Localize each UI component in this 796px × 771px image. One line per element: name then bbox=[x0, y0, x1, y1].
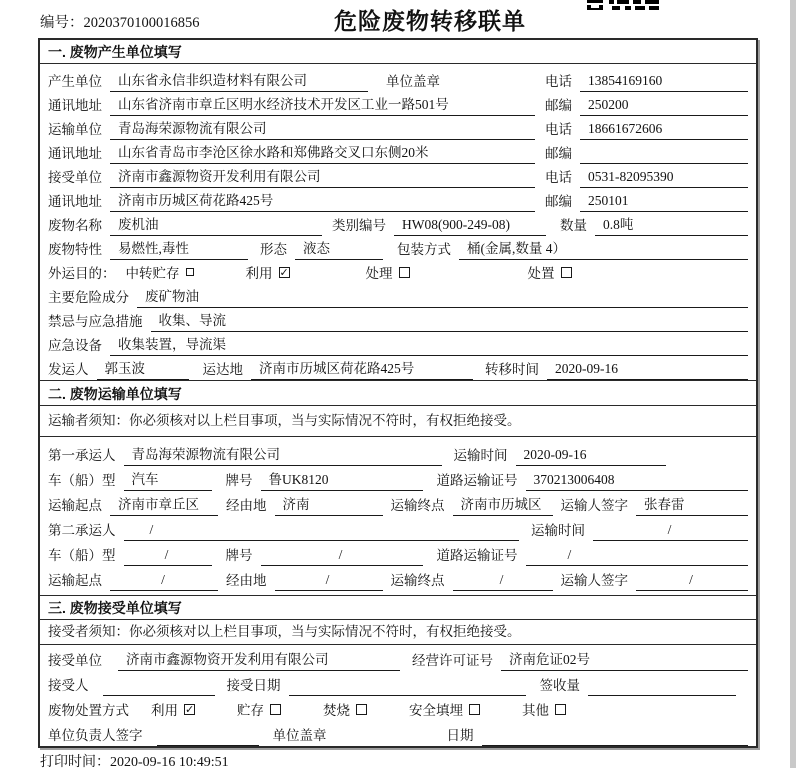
carrier-signature-label: 运输人签字 bbox=[560, 573, 628, 588]
checkbox-transit-storage bbox=[186, 268, 194, 276]
producer-value: 山东省永信非织造材料有限公司 bbox=[110, 69, 368, 92]
producer-address-value: 山东省济南市章丘区明水经济技术开发区工业一路501号 bbox=[110, 93, 535, 116]
road-permit-value: 370213006408 bbox=[526, 472, 749, 491]
road-permit-label: 道路运输证号 bbox=[436, 548, 518, 563]
route-start-value: 济南市章丘区 bbox=[110, 493, 218, 516]
receiver-notice: 接受者须知：你必须核对以上栏目事项，当与实际情况不符时，有权拒绝接受。 bbox=[40, 620, 756, 645]
road-permit-value-2: / bbox=[526, 547, 749, 566]
form-row-emergency-measures bbox=[40, 308, 756, 332]
section3-header: 三. 废物接受单位填写 bbox=[40, 595, 756, 620]
unit-seal-label: 单位盖章 bbox=[272, 728, 327, 743]
route-end-label: 运输终点 bbox=[390, 573, 445, 588]
quantity-value: 0.8吨 bbox=[595, 213, 748, 236]
option-dispose bbox=[528, 262, 572, 284]
receiver-phone-value: 0531-82095390 bbox=[580, 169, 748, 188]
vehicle-type-label: 车（船）型 bbox=[48, 473, 116, 488]
phone-label: 电话 bbox=[545, 74, 572, 89]
date-value bbox=[482, 728, 749, 746]
page-edge-strip bbox=[790, 0, 796, 768]
route-via-label: 经由地 bbox=[226, 498, 267, 513]
category-code-label: 类别编号 bbox=[332, 218, 386, 233]
packing-label: 包装方式 bbox=[397, 242, 451, 257]
option-label: 处置 bbox=[527, 266, 555, 281]
signed-quantity-value bbox=[588, 678, 736, 696]
carrier-signature-value-2: / bbox=[636, 572, 748, 591]
destination-value: 济南市历城区荷花路425号 bbox=[251, 357, 473, 380]
form-row-producer-address bbox=[40, 92, 756, 116]
option-label: 其他 bbox=[522, 703, 549, 718]
page-title: 危险废物转移联单 bbox=[334, 8, 526, 34]
waste-name-value: 废机油 bbox=[110, 213, 322, 236]
transfer-time-label: 转移时间 bbox=[485, 362, 539, 377]
option-incinerate bbox=[323, 699, 367, 721]
option-landfill bbox=[409, 699, 480, 721]
road-permit-label: 道路运输证号 bbox=[436, 473, 518, 488]
vehicle-type-value: 汽车 bbox=[124, 468, 212, 491]
checkbox-landfill bbox=[469, 704, 480, 715]
receiver-value: 济南市鑫源物资开发利用有限公司 bbox=[110, 165, 535, 188]
accept-unit-label: 接受单位 bbox=[48, 653, 102, 668]
section2-body bbox=[40, 437, 756, 595]
accept-person-label: 接受人 bbox=[48, 678, 89, 693]
transporter-phone-value: 18661672606 bbox=[580, 121, 748, 140]
serial-number bbox=[40, 11, 200, 32]
license-value: 济南危证02号 bbox=[501, 648, 748, 671]
zip-label: 邮编 bbox=[545, 194, 572, 209]
form-row-route-1 bbox=[40, 491, 756, 516]
option-other bbox=[522, 699, 566, 721]
form-row-transporter-address bbox=[40, 140, 756, 164]
checkbox-incinerate bbox=[356, 704, 367, 715]
signed-quantity-label: 签收量 bbox=[539, 678, 580, 693]
form-row-responsible-signature bbox=[40, 721, 756, 746]
transport-time-value: 2020-09-16 bbox=[516, 447, 666, 466]
accept-date-value bbox=[289, 678, 526, 696]
plate-label: 牌号 bbox=[225, 473, 253, 488]
transfer-time-value: 2020-09-16 bbox=[547, 361, 748, 380]
producer-zip-value: 250200 bbox=[580, 97, 748, 116]
first-carrier-label: 第一承运人 bbox=[48, 448, 116, 463]
purpose-label: 外运目的： bbox=[48, 266, 116, 281]
form-state-value: 液态 bbox=[295, 237, 383, 260]
receiver-label: 接受单位 bbox=[48, 170, 102, 185]
section1-header: 一. 废物产生单位填写 bbox=[40, 40, 756, 64]
form-row-producer bbox=[40, 68, 756, 92]
form-row-accept-person bbox=[40, 671, 756, 696]
producer-label: 产生单位 bbox=[48, 74, 102, 89]
zip-label: 邮编 bbox=[545, 98, 572, 113]
option-label: 处理 bbox=[365, 266, 393, 281]
transfer-form-table bbox=[38, 38, 758, 748]
form-row-first-carrier bbox=[40, 441, 756, 466]
transporter-zip-value bbox=[580, 146, 748, 164]
form-row-shipper bbox=[40, 356, 756, 380]
accept-date-label: 接受日期 bbox=[226, 678, 281, 693]
date-label: 日期 bbox=[446, 728, 474, 743]
receiver-address-value: 济南市历城区荷花路425号 bbox=[110, 189, 535, 212]
transport-time-label: 运输时间 bbox=[453, 448, 508, 463]
option-label: 利用 bbox=[151, 703, 178, 718]
route-start-label: 运输起点 bbox=[48, 498, 102, 513]
option-label: 利用 bbox=[245, 266, 273, 281]
address-label: 通讯地址 bbox=[48, 146, 102, 161]
carrier-signature-label: 运输人签字 bbox=[560, 498, 628, 513]
checkbox-utilize: ✓ bbox=[279, 265, 289, 279]
route-end-value-2: / bbox=[453, 572, 553, 591]
route-via-label: 经由地 bbox=[226, 573, 267, 588]
qr-code-fragment bbox=[587, 0, 659, 13]
second-carrier-label: 第二承运人 bbox=[48, 523, 116, 538]
transport-time-label: 运输时间 bbox=[531, 523, 585, 538]
unit-seal-label: 单位盖章 bbox=[386, 74, 440, 89]
form-row-waste-property bbox=[40, 236, 756, 260]
transport-time-value-2: / bbox=[593, 522, 748, 541]
destination-label: 运达地 bbox=[202, 362, 243, 377]
form-row-transfer-purpose bbox=[40, 260, 756, 284]
license-label: 经营许可证号 bbox=[412, 653, 493, 668]
shipper-label: 发运人 bbox=[48, 362, 89, 377]
zip-label: 邮编 bbox=[545, 146, 572, 161]
route-end-label: 运输终点 bbox=[390, 498, 445, 513]
route-end-value: 济南市历城区 bbox=[453, 493, 553, 516]
waste-property-label: 废物特性 bbox=[48, 242, 102, 257]
form-row-transporter bbox=[40, 116, 756, 140]
form-row-vehicle-2 bbox=[40, 541, 756, 566]
checkbox-storage bbox=[270, 704, 281, 715]
category-code-value: HW08(900-249-08) bbox=[394, 217, 546, 236]
option-utilize bbox=[151, 699, 195, 721]
option-storage bbox=[237, 699, 281, 721]
route-via-value: 济南 bbox=[275, 493, 383, 516]
phone-label: 电话 bbox=[545, 170, 572, 185]
section3-body bbox=[40, 645, 756, 746]
quantity-label: 数量 bbox=[560, 218, 587, 233]
option-label: 中转贮存 bbox=[125, 266, 180, 281]
waste-name-label: 废物名称 bbox=[48, 218, 102, 233]
vehicle-type-value-2: / bbox=[124, 547, 212, 566]
emergency-equipment-label: 应急设备 bbox=[48, 338, 102, 353]
route-start-label: 运输起点 bbox=[48, 573, 102, 588]
option-label: 焚烧 bbox=[323, 703, 350, 718]
option-label: 贮存 bbox=[237, 703, 264, 718]
producer-phone-value: 13854169160 bbox=[580, 73, 748, 92]
form-row-waste-name bbox=[40, 212, 756, 236]
plate-label: 牌号 bbox=[225, 548, 253, 563]
transporter-address-value: 山东省青岛市李沧区徐水路和郑佛路交叉口东侧20米 bbox=[110, 141, 535, 164]
transporter-notice: 运输者须知：你必须核对以上栏目事项，当与实际情况不符时，有权拒绝接受。 bbox=[40, 406, 756, 437]
plate-value: 鲁UK8120 bbox=[261, 468, 423, 491]
checkbox-treat bbox=[399, 267, 410, 278]
form-row-second-carrier bbox=[40, 516, 756, 541]
form-state-label: 形态 bbox=[260, 242, 287, 257]
print-time-label: 打印时间： bbox=[40, 755, 110, 770]
form-row-route-2 bbox=[40, 566, 756, 591]
option-transit-storage bbox=[126, 262, 194, 284]
route-via-value-2: / bbox=[275, 572, 383, 591]
plate-value-2: / bbox=[261, 547, 423, 566]
form-row-vehicle-1 bbox=[40, 466, 756, 491]
address-label: 通讯地址 bbox=[48, 98, 102, 113]
form-row-hazard-component bbox=[40, 284, 756, 308]
form-row-receiver bbox=[40, 164, 756, 188]
second-carrier-value: / bbox=[124, 522, 520, 541]
option-treat bbox=[366, 262, 410, 284]
form-row-receiver-address bbox=[40, 188, 756, 212]
serial-value: 2020370100016856 bbox=[83, 15, 200, 31]
receiver-zip-value: 250101 bbox=[580, 193, 748, 212]
carrier-signature-value: 张春雷 bbox=[636, 493, 748, 516]
print-time bbox=[40, 751, 229, 771]
section1-body bbox=[40, 64, 756, 380]
responsible-signature-label: 单位负责人签字 bbox=[48, 728, 143, 743]
checkbox-other bbox=[555, 704, 566, 715]
address-label: 通讯地址 bbox=[48, 194, 102, 209]
packing-value: 桶(金属,数量 4） bbox=[459, 237, 748, 260]
shipper-value: 郭玉波 bbox=[97, 357, 189, 380]
first-carrier-value: 青岛海荣源物流有限公司 bbox=[124, 443, 442, 466]
checkbox-utilize-2: ✓ bbox=[185, 702, 195, 716]
option-utilize bbox=[246, 262, 290, 284]
emergency-equipment-value: 收集装置，导流渠 bbox=[110, 333, 748, 356]
serial-label: 编号： bbox=[40, 15, 84, 31]
form-row-emergency-equipment bbox=[40, 332, 756, 356]
route-start-value-2: / bbox=[110, 572, 218, 591]
responsible-signature-value bbox=[157, 728, 259, 746]
phone-label: 电话 bbox=[545, 122, 572, 137]
emergency-measures-label: 禁忌与应急措施 bbox=[48, 314, 143, 329]
form-row-disposal-method bbox=[40, 696, 756, 721]
form-row-accept-unit bbox=[40, 646, 756, 671]
option-label: 安全填埋 bbox=[409, 703, 463, 718]
vehicle-type-label: 车（船）型 bbox=[48, 548, 116, 563]
section2-header: 二. 废物运输单位填写 bbox=[40, 380, 756, 406]
transporter-value: 青岛海荣源物流有限公司 bbox=[110, 117, 535, 140]
accept-person-value bbox=[103, 678, 215, 696]
emergency-measures-value: 收集、导流 bbox=[151, 309, 749, 332]
checkbox-dispose bbox=[561, 267, 572, 278]
transporter-label: 运输单位 bbox=[48, 122, 102, 137]
hazard-component-label: 主要危险成分 bbox=[48, 290, 129, 305]
accept-unit-value: 济南市鑫源物资开发利用有限公司 bbox=[118, 648, 400, 671]
waste-property-value: 易燃性,毒性 bbox=[110, 237, 248, 260]
disposal-method-label: 废物处置方式 bbox=[48, 703, 129, 718]
hazard-component-value: 废矿物油 bbox=[137, 285, 748, 308]
print-time-value: 2020-09-16 10:49:51 bbox=[110, 755, 229, 770]
